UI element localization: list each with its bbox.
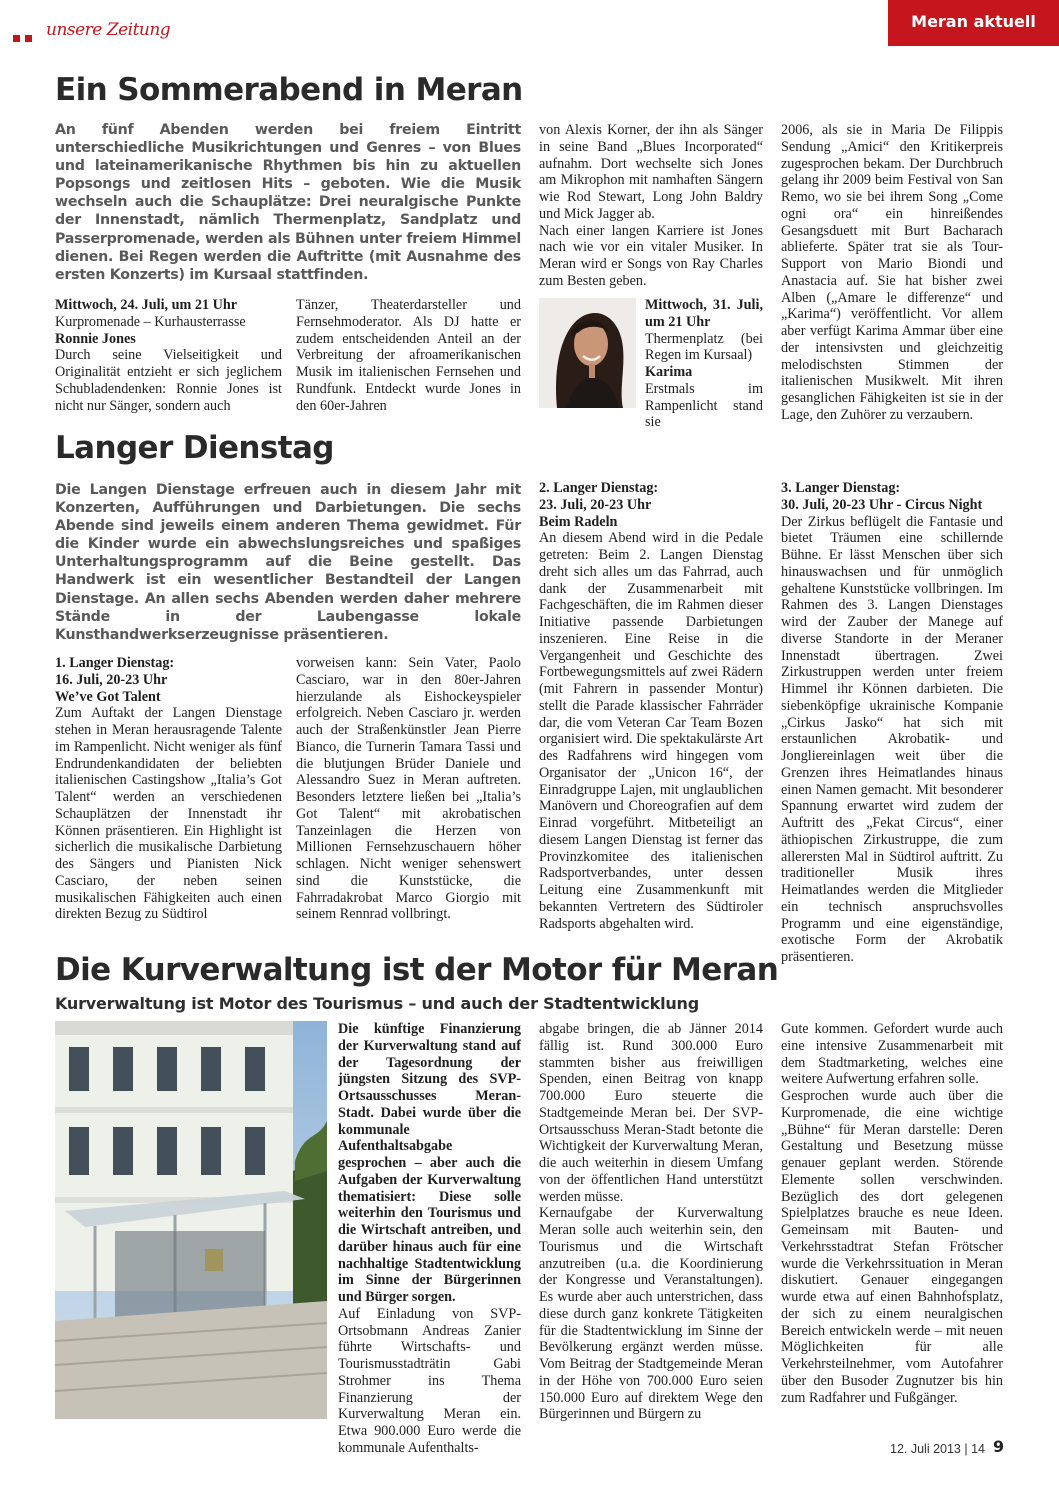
article3-title: Die Kurverwaltung ist der Motor für Meran (55, 952, 779, 988)
event-theme: Circus Night (904, 496, 983, 513)
event-date: 30. Juli, 20-23 Uhr - (781, 496, 902, 513)
article3-text: abgabe bringen, die ab Jänner 2014 fällig ist. Rund 300.000 Euro stammten bisher aus freiwilligen Spenden, einen Beitrag von knapp 700.000 Euro steuerte die Stadtgemeinde Meran bei. Der SVP-Ortsausschuss Meran-Stadt betonte die Wichtigkeit der Kurverwaltung Meran, die auch weiterhin in diesem Umfang von der öffentlichen Hand unterstützt werden müsse. (539, 1021, 763, 1205)
karima-photo (539, 298, 636, 408)
event-text: Durch seine Vielseitigkeit und Originalität entzieht er sich jeglichem Schubladendenken: Ronnie Jones ist nicht nur Sänger, sondern auch (55, 347, 282, 414)
event-text: 2006, als sie in Maria De Filippis Sendung „Amici“ den Kritikerpreis zugesprochen bekam. Der Durchbruch gelang ihr 2009 beim Festival von San Remo, wo sie bei ihrem Song „Come ogni ora“ ein hinreißendes Gesangsduett mit Burt Bacharach ablieferte. Später trat sie als Tour-Support von Mario Biondi und Anastacia auf. Sie hat bisher zwei Alben („Amare le differenze“ und „Karima“) veröffentlicht. Vor allem aber verfügt Karima Ammar über eine der intensivsten und gleichzeitig melodischsten Stimmen der italienischen Musikwelt. Mit ihren gesanglichen Fähigkeiten ist sie in der Lage, den Zuhörer zu verzaubern. (781, 122, 1003, 423)
event-date: Mittwoch, 31. Juli, um 21 Uhr (645, 297, 763, 330)
article1-col5 (781, 122, 1003, 423)
event-text: Nach einer langen Karriere ist Jones nach wie vor ein vitaler Musiker. In Meran wird er Songs von Ray Charles zum Besten geben. (539, 222, 763, 289)
event-text: vorweisen kann: Sein Vater, Paolo Casciaro, war in den 80er-Jahren hierzulande als Eishockeyspieler erfolgreich. Neben Casciaro jr. werden auch der Straßenkünstler Jean Pierre Bianco, die Turnerin Tamara Tassi und die blutjungen Brüder Daniele und Alessandro Suez in Meran auftreten. Besonders letztere ließen bei „Italia’s Got Talent“ mit akrobatischen Tanzeinlagen die Herzen von Millionen Fernsehzuschauern höher schlagen. Nicht weniger sehenswert sind die Kunststücke, die Fahrradakrobat Marco Giorgio mit seinem Rennrad vollbringt. (296, 655, 521, 923)
article1-col4 (645, 297, 763, 431)
page-number: 9 (993, 1437, 1005, 1456)
article1-lead: An fünf Abenden werden bei freiem Eintritt unterschiedliche Musikrichtungen und Genres – von Blues und lateinamerikanische Rhythmen bis hin zu aktuellen Popsongs und zeitlosen Hits – geboten. Wie die Musik wechseln auch die Schauplätze: Drei neuralgische Punkte der Innenstadt, nämlich Thermenplatz, Sandplatz und Passerpromenade, werden als Bühnen unter freiem Himmel dienen. Bei Regen werden die Auftritte (mit Ausnahme des ersten Konzerts) im Kursaal stattfinden. (55, 122, 521, 283)
event-date: 23. Juli, 20-23 Uhr (539, 496, 652, 513)
event-label: 3. Langer Dienstag: (781, 480, 901, 496)
article2-col4 (781, 480, 1003, 965)
article3-col2 (539, 1021, 763, 1421)
section-tab: Meran aktuell (888, 0, 1059, 46)
article1-title: Ein Sommerabend in Meran (55, 72, 523, 108)
event-text: Der Zirkus beflügelt die Fantasie und bietet Träumen eine schillernde Bühne. Er lässt Menschen über sich hinauswachsen und für unmöglich gehaltene Kunststücke vollbringen. Im Rahmen des 3. Langen Dienstages wird der Zauber der Manege auf diverse Standorte in der Meraner Innenstadt übertragen. Zwei Zirkustruppen werden unter freiem Himmel ihr Können darbieten. Die siebenköpfige ukrainische Kompanie „Cirkus Jasko“ hat sich mit erstaunlichen Akrobatik- und Jongliereinlagen weit über die Grenzen ihres Heimatlandes hinaus einen Namen gemacht. Mit besonderer Spannung erwartet wird zudem der Auftritt des „Fekat Circus“, einer äthiopischen Zirkustruppe, die zum allerersten Mal in Südtirol auftritt. Zu traditioneller Musik ihres Heimatlandes werden die Mitglieder ein technisch anspruchsvolles Programm und eine eigenständige, exotische Form der Akrobatik präsentieren. (781, 513, 1003, 965)
event-label: 2. Langer Dienstag: (539, 480, 659, 496)
article3-col3 (781, 1021, 1003, 1421)
event-text: An diesem Abend wird in die Pedale getreten: Beim 2. Langen Dienstag dreht sich alles um das Fahrrad, auch dank der Zusammenarbeit mit Fachgeschäften, die im Rahmen dieser Initiative passende Darbietungen inszenieren. Eine Reise in die Vergangenheit und Geschichte des Fortbewegungsmittels auf zwei Rädern (mit Fahrern in passender Montur) stellt die Parade klassischer Fahrräder dar, die vom Veteran Car Team Bozen organisiert wird. Die spektakulärste Art des Radfahrens wird hingegen vom Organisator der „Unicon 16“, der Einradgruppe Lajen, mit unglaublichen Manövern und Choreografien auf dem Einrad vorgeführt. Mitbeteiligt an diesem Langen Dienstag ist ferner das Provinzkomitee des italienischen Radsportverbandes, unter dessen Leitung eine Zusammenkunft mit bekannten Vertretern des Südtiroler Radsports abgehalten wird. (539, 530, 763, 932)
event-text: Erstmals im Rampenlicht stand sie (645, 380, 763, 431)
article3-text: Auf Einladung von SVP-Ortsobmann Andreas Zanier führte Wirtschafts- und Tourismusstadträtin Gabi Strohmer ins Thema Finanzierung der Kurverwaltung Meran ein. Etwa 900.000 Euro werde die kommunale Aufenthalts- (338, 1305, 521, 1456)
event-label: 1. Langer Dienstag: (55, 655, 175, 671)
event-text: von Alexis Korner, der ihn als Sänger in seine Band „Blues Incorporated“ aufnahm. Dort wechselte sich Jones am Mikrophon mit namhaften Sängern wie Rod Stewart, Long John Baldry und Mick Jagger ab. (539, 122, 763, 222)
article1-col2 (296, 297, 521, 412)
event-text: Tänzer, Theaterdarsteller und Fernsehmoderator. Als DJ hatte er zudem entscheidenden Anteil an der Verbreitung der afroamerikanischen Musik im italienischen Fernsehen und Rundfunk. Entdeckt wurde Jones in den 60er-Jahren (296, 297, 521, 414)
event-date: Mittwoch, 24. Juli, um 21 Uhr (55, 297, 238, 313)
event-artist: Karima (645, 364, 693, 380)
article2-col2 (296, 655, 521, 927)
article3-col1 (338, 1021, 521, 1456)
article2-title: Langer Dienstag (55, 430, 334, 466)
article2-col1 (55, 655, 282, 927)
publication-logo: unsere Zeitung (46, 20, 171, 40)
event-place: Thermenplatz (bei Regen im Kursaal) (645, 330, 763, 364)
kurverwaltung-building-photo (55, 1021, 327, 1419)
event-date: 16. Juli, 20-23 Uhr (55, 671, 168, 688)
article2-lead: Die Langen Dienstage erfreuen auch in diesem Jahr mit Konzerten, Aufführungen und Darbietungen. Die sechs Abende sind jeweils einem anderen Thema gewidmet. Für die Kinder wurde ein abwechslungsreiches und spaßiges Unterhaltungsprogramm auf die Beine gestellt. Das Handwerk ist ein wesentlicher Bestandteil der Langen Dienstage. An allen sechs Abenden werden daher mehrere Stände in der Laubengasse lokale Kunsthandwerkserzeugnisse präsentieren. (55, 482, 521, 643)
article3-lead: Die künftige Finanzierung der Kurverwaltung stand auf der Tagesordnung der jüngsten Sitzung des SVP-Ortsausschusses Meran-Stadt. Dabei wurde über die kommunale Aufenthaltsabgabe gesprochen – aber auch die Aufgaben der Kurverwaltung thematisiert: Diese solle weiterhin den Tourismus und die Wirtschaft antreiben, und darüber hinaus auch für eine nachhaltige Stadtentwicklung im Sinne der Bürgerinnen und Bürger sorgen. (338, 1021, 521, 1305)
article1-col3 (539, 122, 763, 294)
event-theme: Beim Radeln (539, 513, 618, 530)
issue-date: 12. Juli 2013 | 14 (890, 1442, 985, 1456)
event-text: Zum Auftakt der Langen Dienstage stehen in Meran herausragende Talente im Rampenlicht. Nicht weniger als fünf Endrundenkandidaten der beliebten italienischen Castingshow „Italia’s Got Talent“ werden an verschiedenen Schauplätzen der Innenstadt ihr Können präsentieren. Ein Highlight ist sicherlich die musikalische Darbietung des Sängers und Pianisten Nick Casciaro, der neben seinen musikalischen Fähigkeiten auch einen direkten Bezug zu Südtirol (55, 705, 282, 923)
event-place: Kurpromenade – Kurhausterrasse (55, 313, 246, 330)
article2-col3 (539, 480, 763, 932)
article3-text: Gute kommen. Gefordert wurde auch eine intensive Zusammenarbeit mit dem Stadtmarketing, welches eine weitere Aufwertung erfahren solle. (781, 1021, 1003, 1088)
article3-subtitle: Kurverwaltung ist Motor des Tourismus – und auch der Stadtentwicklung (55, 994, 699, 1013)
article1-col1 (55, 297, 282, 412)
event-theme: We’ve Got Talent (55, 688, 161, 705)
event-artist: Ronnie Jones (55, 330, 136, 347)
article3-text: Kernaufgabe der Kurverwaltung Meran solle auch weiterhin sein, den Tourismus und die Wirtschaft anzutreiben (u.a. die Koordinierung der Kongresse und Veranstaltungen). Es wurde aber auch unterstrichen, dass diese durch ganz konkrete Tätigkeiten für die Stadtentwicklung im Sinne der Bevölkerung ergänzt werden müsse. Vom Beitrag der Stadtgemeinde Meran in der Höhe von 700.000 Euro seien 150.000 Euro auf direktem Wege den Bürgerinnen und Bürgern zu (539, 1205, 763, 1423)
header-dots (13, 29, 37, 47)
article3-text: Gesprochen wurde auch über die Kurpromenade, die eine wichtige „Bühne“ für Meran darstelle: Deren Gestaltung und Besetzung müsse genauer geplant werden. Störende Elemente sollen verschwinden. Bezüglich des dort gelegenen Spielplatzes brauche es neue Ideen. Gemeinsam mit Bauten- und Verkehrsstadtrat Stefan Frötscher wurde die Verkehrssituation in Meran diskutiert. Genauer eingegangen wurde etwa auf einen Bahnhofsplatz, der sich zu einem neuralgischen Bereich entwickeln werde – mit neuen Möglichkeiten für alle Verkehrsteilnehmer, vom Autofahrer über den Busoder Zugnutzer bis hin zum Radfahrer und Fußgänger. (781, 1088, 1003, 1406)
